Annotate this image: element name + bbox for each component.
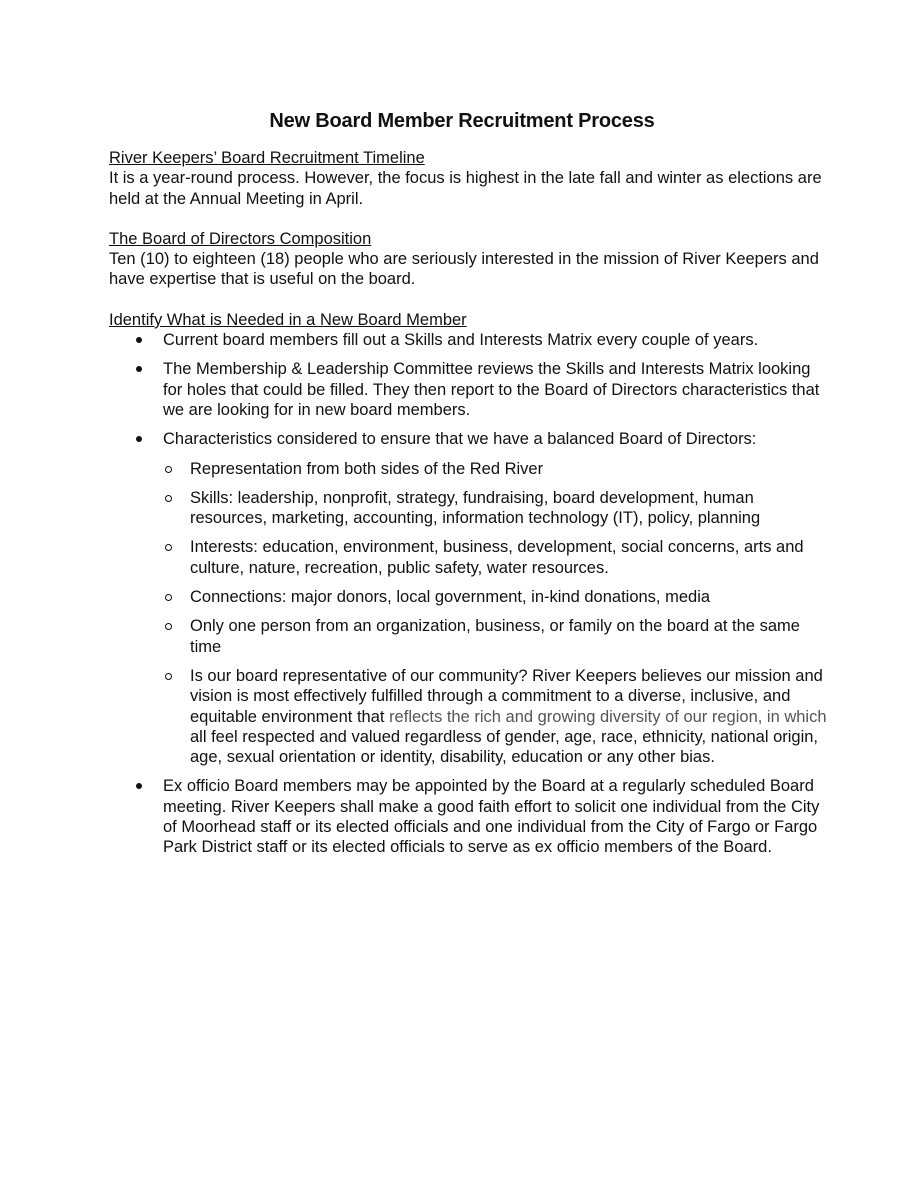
bullet-text: Ex officio Board members may be appointed by the Board at a regularly scheduled Board meeting. River Keepers shall make a good faith effort to solicit one individual from the City of Moorhead staff or its elected officials and one individual from the City of Fargo or Fargo Park District staff or its elected officials to serve as ex officio members of the Board. [163, 777, 820, 857]
circle-bullet-icon [165, 495, 172, 502]
list-item [109, 429, 829, 767]
list-item [109, 776, 829, 857]
sub-list-item [163, 666, 829, 767]
representative-text-part1: Is our board representative of our community? River Keepers believes our mission and vision is most effectively fulfilled through a commitment to a diverse, inclusive, and equitable environment that [190, 666, 823, 726]
sub-list-item [163, 459, 829, 479]
sub-bullet-text: Connections: major donors, local government, in-kind donations, media [190, 588, 711, 607]
representative-text-part2: reflects the rich and growing diversity of our region, in which [389, 707, 827, 726]
section-heading-composition: The Board of Directors Composition [109, 229, 372, 248]
section-heading-identify: Identify What is Needed in a New Board Member [109, 310, 467, 329]
bullet-text: Characteristics considered to ensure that we have a balanced Board of Directors: [163, 430, 757, 449]
sub-list-item [163, 587, 829, 607]
bullet-icon [136, 366, 142, 372]
section-composition [109, 229, 829, 290]
bullet-icon [136, 337, 142, 343]
document-body [109, 148, 829, 878]
bullet-text: Current board members fill out a Skills and Interests Matrix every couple of years. [163, 331, 759, 350]
sub-bullet-text [190, 667, 827, 766]
section-text-composition: Ten (10) to eighteen (18) people who are seriously interested in the mission of River Keepers and have expertise that is useful on the board. [109, 250, 819, 289]
bullet-list [109, 330, 829, 858]
bullet-icon [136, 783, 142, 789]
page-title: New Board Member Recruitment Process [269, 110, 655, 132]
list-item [109, 359, 829, 420]
list-item [109, 330, 829, 350]
sub-bullet-text: Skills: leadership, nonprofit, strategy, fundraising, board development, human resources, marketing, accounting, information technology (IT), policy, planning [190, 488, 761, 528]
sub-list-item [163, 537, 829, 578]
sub-list-item [163, 616, 829, 657]
circle-bullet-icon [165, 673, 172, 680]
sub-bullet-text: Only one person from an organization, business, or family on the board at the same time [190, 617, 800, 656]
sub-bullet-list [163, 459, 829, 768]
representative-text-part3: all feel respected and valued regardless of gender, age, race, ethnicity, national origin, age, sexual orientation or identity, disability, education or any other bias. [190, 727, 819, 767]
circle-bullet-icon [165, 544, 172, 551]
sub-bullet-text: Interests: education, environment, business, development, social concerns, arts and culture, nature, recreation, public safety, water resources. [190, 538, 804, 577]
section-timeline [109, 148, 829, 209]
section-heading-timeline: River Keepers’ Board Recruitment Timeline [109, 149, 425, 167]
section-text-timeline: It is a year-round process. However, the focus is highest in the late fall and winter as elections are held at the Annual Meeting in April. [109, 169, 822, 208]
sub-bullet-text: Representation from both sides of the Red River [190, 459, 544, 478]
bullet-text: The Membership & Leadership Committee reviews the Skills and Interests Matrix looking for holes that could be filled. They then report to the Board of Directors characteristics that we are looking for in new board members. [163, 360, 820, 419]
bullet-icon [136, 436, 142, 442]
section-identify [109, 310, 829, 858]
sub-list-item [163, 488, 829, 529]
circle-bullet-icon [165, 623, 172, 630]
circle-bullet-icon [165, 466, 172, 473]
circle-bullet-icon [165, 594, 172, 601]
